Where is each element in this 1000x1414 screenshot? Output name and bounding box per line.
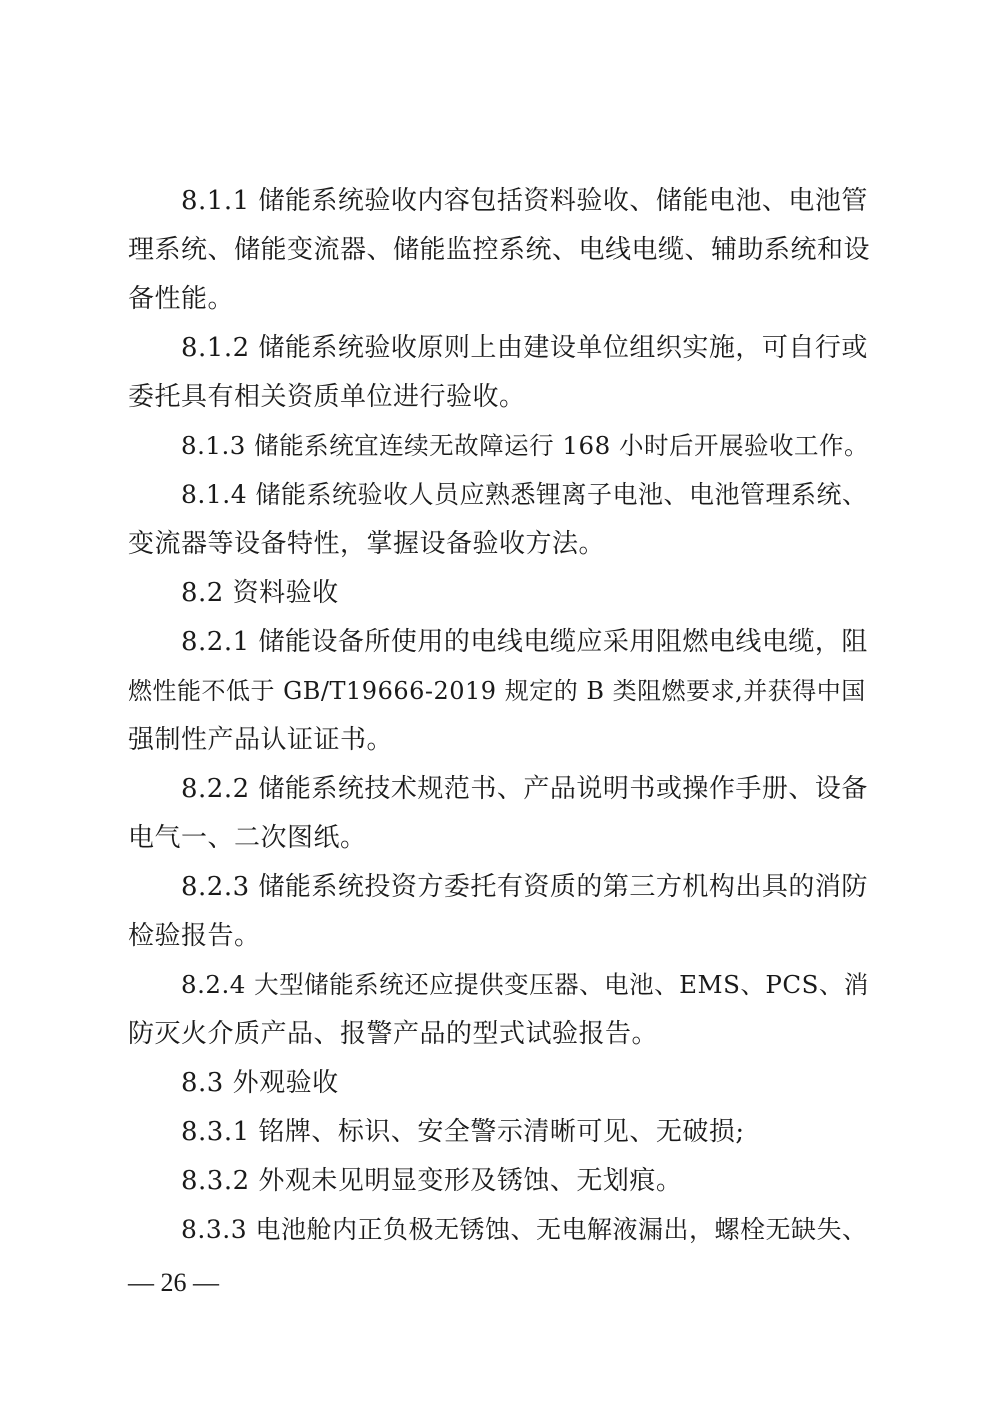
text-line: 8.2.2 储能系统技术规范书、产品说明书或操作手册、设备 xyxy=(181,774,868,804)
page-number: — 26 — xyxy=(128,1268,219,1297)
text-line: 8.1.1 储能系统验收内容包括资料验收、储能电池、电池管 xyxy=(181,186,868,216)
text-line: 8.1.3 储能系统宜连续无故障运行 168 小时后开展验收工作。 xyxy=(181,431,869,460)
text-line: 委托具有相关资质单位进行验收。 xyxy=(128,382,526,412)
text-line: 防灭火介质产品、报警产品的型式试验报告。 xyxy=(128,1019,659,1049)
text-line: 8.1.2 储能系统验收原则上由建设单位组织实施，可自行或 xyxy=(181,333,868,363)
section-heading: 8.3 外观验收 xyxy=(181,1068,339,1098)
text-line: 8.3.3 电池舱内正负极无锈蚀、无电解液漏出，螺栓无缺失、 xyxy=(181,1215,868,1244)
text-line: 8.3.2 外观未见明显变形及锈蚀、无划痕。 xyxy=(181,1166,683,1196)
text-line: 检验报告。 xyxy=(128,921,261,951)
text-line: 电气一、二次图纸。 xyxy=(128,823,367,853)
text-line: 8.2.1 储能设备所使用的电线电缆应采用阻燃电线电缆，阻 xyxy=(181,627,868,657)
text-line: 8.2.4 大型储能系统还应提供变压器、电池、EMS、PCS、消 xyxy=(181,970,869,999)
text-line: 8.2.3 储能系统投资方委托有资质的第三方机构出具的消防 xyxy=(181,872,868,902)
text-line: 8.3.1 铭牌、标识、安全警示清晰可见、无破损; xyxy=(181,1117,745,1147)
text-line: 燃性能不低于 GB/T19666-2019 规定的 B 类阻燃要求,并获得中国 xyxy=(128,677,866,705)
text-line: 强制性产品认证证书。 xyxy=(128,725,394,755)
text-line: 变流器等设备特性，掌握设备验收方法。 xyxy=(128,529,606,559)
text-line: 理系统、储能变流器、储能监控系统、电线电缆、辅助系统和设 xyxy=(128,235,871,265)
text-line: 8.1.4 储能系统验收人员应熟悉锂离子电池、电池管理系统、 xyxy=(181,480,868,509)
text-line: 备性能。 xyxy=(128,284,235,314)
section-heading: 8.2 资料验收 xyxy=(181,578,339,608)
